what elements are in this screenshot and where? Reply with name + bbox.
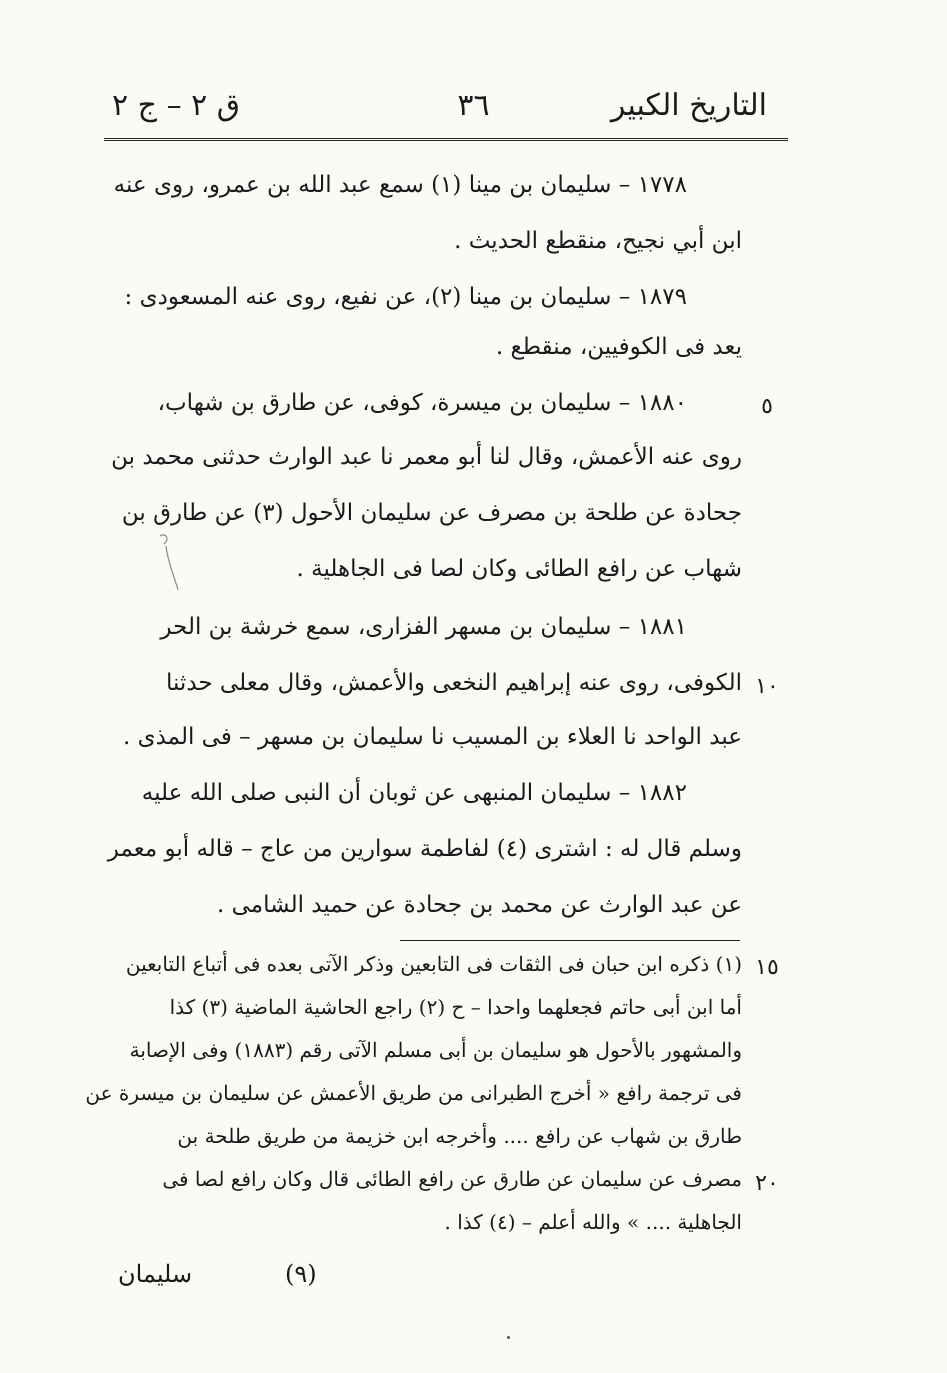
- entry-1879-line-2: يعد فى الكوفيين، منقطع .: [495, 334, 742, 360]
- entry-1778-line-1: ١٧٧٨ – سليمان بن مينا (١) سمع عبد الله بن عمرو، روى عنه: [113, 172, 687, 198]
- running-header: [0, 88, 947, 128]
- footnote-line: مصرف عن سليمان عن طارق عن رافع الطائى قال وكان رافع لصا فى: [162, 1167, 742, 1191]
- entry-1880-line-3: جحادة عن طلحة بن مصرف عن سليمان الأحول (٣) عن طارق بن: [121, 500, 742, 526]
- pencil-mark: [152, 532, 182, 594]
- entry-1880-line-2: روى عنه الأعمش، وقال لنا أبو معمر نا عبد الوارث حدثنى محمد بن: [111, 444, 742, 470]
- footnote-line: طارق بن شهاب عن رافع .... وأخرجه ابن خزيمة من طريق طلحة بن: [177, 1124, 742, 1148]
- speck: [507, 1336, 510, 1339]
- volume-label: ق ٢ – ج ٢: [112, 88, 241, 123]
- entry-1880-line-1: ١٨٨٠ – سليمان بن ميسرة، كوفى، عن طارق بن شهاب،: [157, 390, 687, 416]
- margin-line-number: ٢٠: [755, 1171, 779, 1196]
- entry-1881-line-2: الكوفى، روى عنه إبراهيم النخعى والأعمش، وقال معلى حدثنا: [165, 670, 742, 696]
- entry-1882-line-3: عن عبد الوارث عن محمد بن جحادة عن حميد الشامى .: [216, 892, 742, 918]
- entry-1881-line-3: عبد الواحد نا العلاء بن المسيب نا سليمان بن مسهر – فى المذى .: [122, 724, 742, 750]
- entry-1880-line-4: شهاب عن رافع الطائى وكان لصا فى الجاهلية .: [296, 556, 742, 582]
- signature-mark: (٩): [285, 1260, 317, 1288]
- footnote-line: (١) ذكره ابن حبان فى الثقات فى التابعين وذكر الآتى بعده فى أتباع التابعين: [125, 952, 742, 976]
- footnote-line: الجاهلية .... » والله أعلم – (٤) كذا .: [444, 1210, 742, 1234]
- catchword: سليمان: [118, 1260, 193, 1288]
- footnote-rule: [400, 940, 740, 941]
- header-rule: [104, 138, 788, 145]
- entry-1881-line-1: ١٨٨١ – سليمان بن مسهر الفزارى، سمع خرشة بن الحر: [160, 614, 687, 640]
- book-title: التاريخ الكبير: [610, 88, 767, 123]
- page-number: ٣٦: [457, 88, 490, 123]
- entry-1882-line-2: وسلم قال له : اشترى (٤) لفاطمة سوارين من عاج – قاله أبو معمر: [107, 836, 742, 862]
- footnote-line: أما ابن أبى حاتم فجعلهما واحدا – ح (٢) راجع الحاشية الماضية (٣) كذا: [169, 995, 742, 1019]
- entry-1879-line-1: ١٨٧٩ – سليمان بن مينا (٢)، عن نفيع، روى عنه المسعودى :: [124, 284, 687, 310]
- footnote-line: فى ترجمة رافع « أخرج الطبرانى من طريق الأعمش عن سليمان بن ميسرة عن: [85, 1081, 742, 1105]
- margin-line-number: ٥: [761, 394, 773, 419]
- footnote-line: والمشهور بالأحول هو سليمان بن أبى مسلم الآتى رقم (١٨٨٣) وفى الإصابة: [129, 1038, 742, 1062]
- entry-1778-line-2: ابن أبي نجيح، منقطع الحديث .: [454, 228, 742, 254]
- entry-1882-line-1: ١٨٨٢ – سليمان المنبهى عن ثوبان أن النبى صلى الله عليه: [141, 780, 687, 806]
- margin-line-number: ١٥: [755, 955, 779, 980]
- margin-line-number: ١٠: [755, 674, 779, 699]
